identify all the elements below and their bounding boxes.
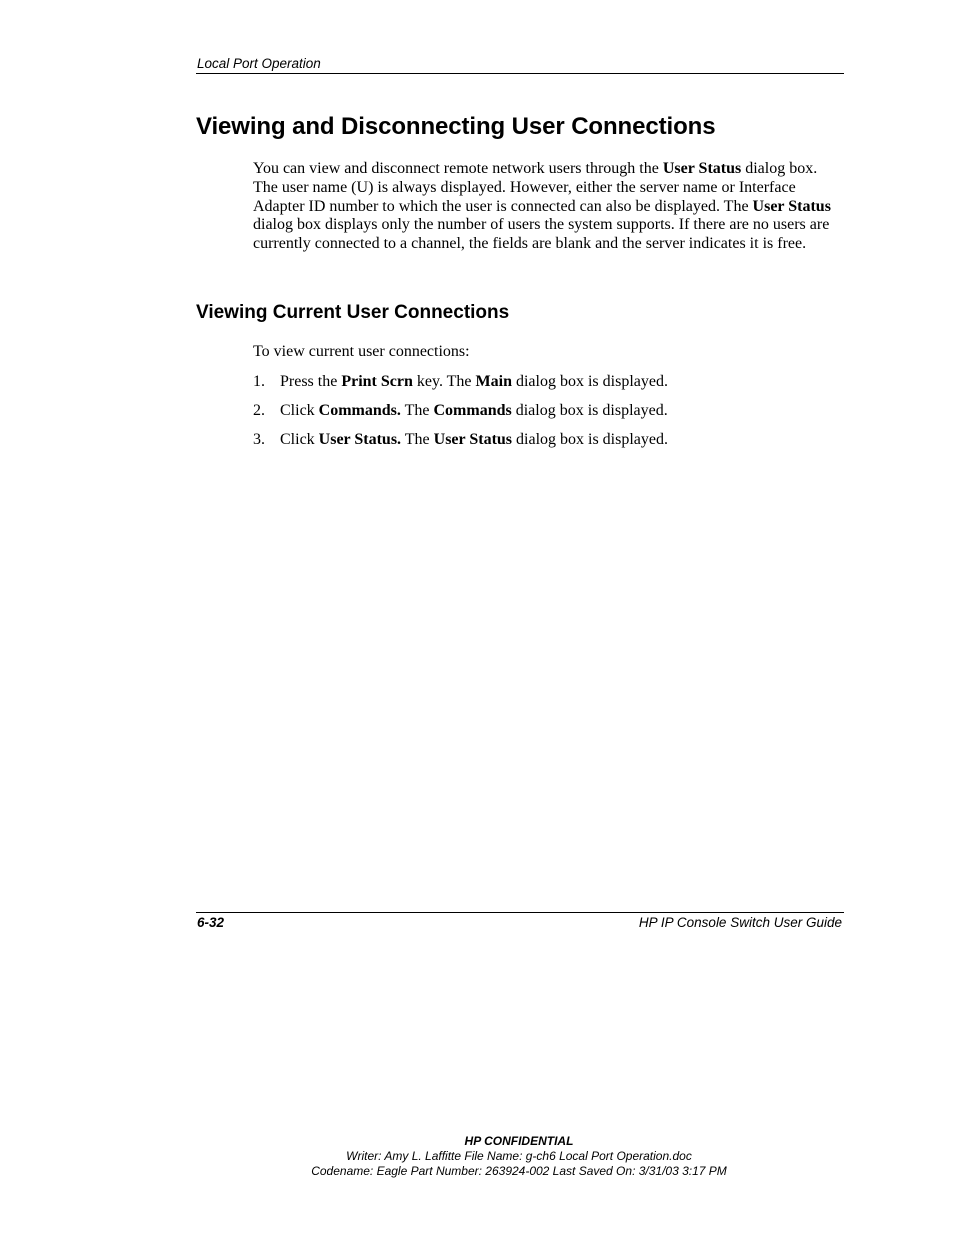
step-bold: Commands xyxy=(433,402,512,419)
steps-lead: To view current user connections: xyxy=(253,343,470,360)
step-text: Click xyxy=(280,402,319,419)
step-text: Press the xyxy=(280,373,342,390)
step-number: 2. xyxy=(253,402,265,419)
running-header: Local Port Operation xyxy=(197,56,321,71)
confidential-title: HP CONFIDENTIAL xyxy=(464,1134,574,1148)
step-text: The xyxy=(400,402,434,419)
confidential-codename-line: Codename: Eagle Part Number: 263924-002 Last Saved On: 3/31/03 3:17 PM xyxy=(311,1164,727,1178)
footer-rule xyxy=(196,912,844,913)
step-bold: Print Scrn xyxy=(341,373,413,390)
intro-bold-1: User Status xyxy=(662,160,742,177)
step-number: 1. xyxy=(253,373,265,390)
step-text: key. The xyxy=(412,373,476,390)
intro-text-3: dialog box displays only the number of users the system supports. If there are no users are currently connected to a channel, the fields are blank and the server indicates it is free. xyxy=(253,216,830,253)
confidential-writer-line: Writer: Amy L. Laffitte File Name: g-ch6 Local Port Operation.doc xyxy=(346,1149,692,1163)
steps-list xyxy=(253,372,845,459)
step-bold: Commands. xyxy=(318,402,401,419)
subsection-heading: Viewing Current User Connections xyxy=(196,302,510,323)
intro-text-2: dialog box. The user name (U) is always displayed. However, either the server name or Interface Adapter ID number to which the user is connected can also be displayed. The xyxy=(253,160,818,215)
step-text: dialog box is displayed. xyxy=(511,373,668,390)
intro-bold-2: User Status xyxy=(752,197,831,215)
footer-book-title: HP IP Console Switch User Guide xyxy=(638,915,842,930)
list-item xyxy=(253,372,845,401)
step-bold: User Status. xyxy=(318,431,402,448)
list-item xyxy=(253,430,845,459)
list-item xyxy=(253,401,845,430)
step-text: Click xyxy=(280,431,319,448)
intro-text-1: You can view and disconnect remote network users through the xyxy=(253,160,663,177)
header-rule xyxy=(196,73,844,74)
step-text: The xyxy=(401,431,434,448)
step-bold: Main xyxy=(475,373,512,390)
page-number: 6-32 xyxy=(197,915,225,930)
section-heading: Viewing and Disconnecting User Connections xyxy=(196,113,716,140)
step-bold: User Status xyxy=(433,431,513,448)
step-text: dialog box is displayed. xyxy=(511,402,668,419)
step-text: dialog box is displayed. xyxy=(512,431,668,448)
step-number: 3. xyxy=(253,431,265,448)
intro-paragraph xyxy=(253,160,845,254)
